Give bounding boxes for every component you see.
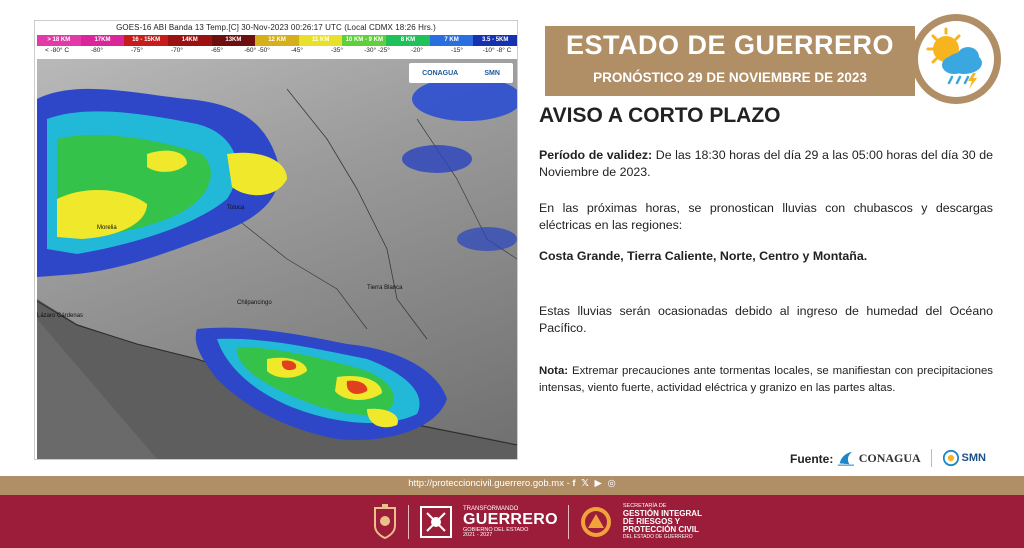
forecast-intro: En las próximas horas, se pronostican lluvias con chubascos y descargas eléctricas en las regiones: [539, 201, 993, 232]
temperature-scale [37, 35, 517, 57]
svg-text:Chilpancingo: Chilpancingo [237, 300, 272, 306]
scale-tick: -10° -8° C [482, 47, 512, 54]
note-label: Nota: [539, 365, 569, 377]
page-subtitle: PRONÓSTICO 29 DE NOVIEMBRE DE 2023 [593, 70, 867, 85]
scale-tick: -60° -50° [244, 47, 270, 54]
facebook-icon[interactable]: f [572, 478, 576, 489]
scale-tick: -80° [91, 47, 103, 54]
secretaria-line-3: DE RIESGOS Y [622, 517, 681, 527]
validity-text: De las 18:30 horas del día 29 a las 05:00 horas del día 30 de Noviembre de 2023. [539, 148, 994, 179]
scale-band: > 18 KM [37, 35, 81, 46]
youtube-icon[interactable]: ▶ [594, 478, 602, 489]
section-heading: AVISO A CORTO PLAZO [539, 104, 781, 127]
guerrero-transformando: TRANSFORMANDO [463, 505, 519, 512]
secretaria-line-4: PROTECCIÓN CIVIL [622, 525, 699, 535]
scale-tick: -75° [131, 47, 143, 54]
civil-protection-icon [579, 505, 613, 539]
scale-band: 12 KM [255, 35, 299, 46]
temperature-scale-bar [37, 35, 517, 46]
secretaria-line-1: SECRETARÍA DE [622, 502, 667, 509]
scale-tick: -30° -25° [364, 47, 390, 54]
guerrero-wordmark [463, 506, 558, 539]
satellite-map-graphic [37, 59, 517, 459]
instagram-icon[interactable]: ◎ [607, 478, 616, 489]
note-paragraph [539, 363, 993, 397]
scale-band: 13KM [212, 35, 256, 46]
page-title: ESTADO DE GUERRERO [565, 30, 895, 60]
satellite-map [37, 59, 517, 459]
smn-logo-icon [942, 448, 960, 468]
scale-band: 3.5 - 5KM [473, 35, 517, 46]
scale-band: 16 - 15KM [124, 35, 168, 46]
scale-tick: -20° [411, 47, 423, 54]
scale-band: 10 KM - 9 KM [342, 35, 386, 46]
scale-band: 14KM [168, 35, 212, 46]
source-logos [836, 445, 986, 471]
conagua-drop-icon [836, 448, 856, 468]
temperature-scale-ticks [37, 46, 517, 56]
satellite-logo-smn: SMN [484, 69, 500, 77]
scale-band: 17KM [81, 35, 125, 46]
scale-tick: -65° [211, 47, 223, 54]
satellite-caption: GOES-16 ABI Banda 13 Temp.[C] 30-Nov-2023 00:26:17 UTC (Local CDMX 18:26 Hrs.) [116, 23, 436, 32]
regions-list: Costa Grande, Tierra Caliente, Norte, Centro y Montaña. [539, 249, 868, 263]
scale-tick: -70° [171, 47, 183, 54]
validity-paragraph [539, 147, 993, 181]
scale-band: 11 KM [299, 35, 343, 46]
scale-tick: -15° [451, 47, 463, 54]
validity-label: Período de validez: [539, 148, 653, 162]
guerrero-years: 2021 - 2027 [463, 532, 493, 538]
svg-text:Toluca: Toluca [227, 205, 245, 211]
sun-cloud-rain-icon [918, 21, 994, 97]
svg-text:Lázaro Cárdenas: Lázaro Cárdenas [37, 313, 84, 319]
scale-tick: < -80° C [44, 47, 70, 54]
scale-tick: -45° [291, 47, 303, 54]
note-text: Extremar precauciones ante tormentas locales, se manifiestan con precipitaciones intensas, viento fuerte, actividad eléctrica y granizo en las partes altas. [539, 365, 993, 394]
scale-band: 7 KM [430, 35, 474, 46]
svg-text:Tierra Blanca: Tierra Blanca [367, 285, 403, 291]
footer-url-link[interactable]: http://proteccioncivil.guerrero.gob.mx - [408, 478, 573, 489]
guerrero-name: GUERRERO [463, 510, 558, 528]
satellite-logos [409, 63, 513, 83]
secretaria-wordmark [623, 504, 702, 540]
x-icon[interactable]: 𝕏 [581, 478, 589, 489]
guerrero-emblem-icon [419, 505, 453, 539]
cause-paragraph: Estas lluvias serán ocasionadas debido al ingreso de humedad del Océano Pacífico. [539, 304, 993, 335]
conagua-logo-text: CONAGUA [858, 450, 921, 465]
scale-band: 8 KM [386, 35, 430, 46]
guerrero-gobierno: GOBIERNO DEL ESTADO [463, 526, 529, 533]
footer-logos [372, 499, 702, 545]
smn-logo-text: SMN [961, 452, 986, 464]
satellite-image-panel [34, 20, 518, 460]
scale-tick: -35° [331, 47, 343, 54]
source-label: Fuente: [790, 452, 834, 466]
satellite-logo-conagua: CONAGUA [422, 69, 459, 77]
secretaria-line-5: DEL ESTADO DE GUERRERO [622, 533, 693, 540]
secretaria-line-2: GESTIÓN INTEGRAL [622, 508, 702, 518]
footer-url-row [0, 478, 1024, 489]
coat-of-arms-icon [372, 504, 398, 540]
svg-text:Morelia: Morelia [97, 225, 117, 231]
